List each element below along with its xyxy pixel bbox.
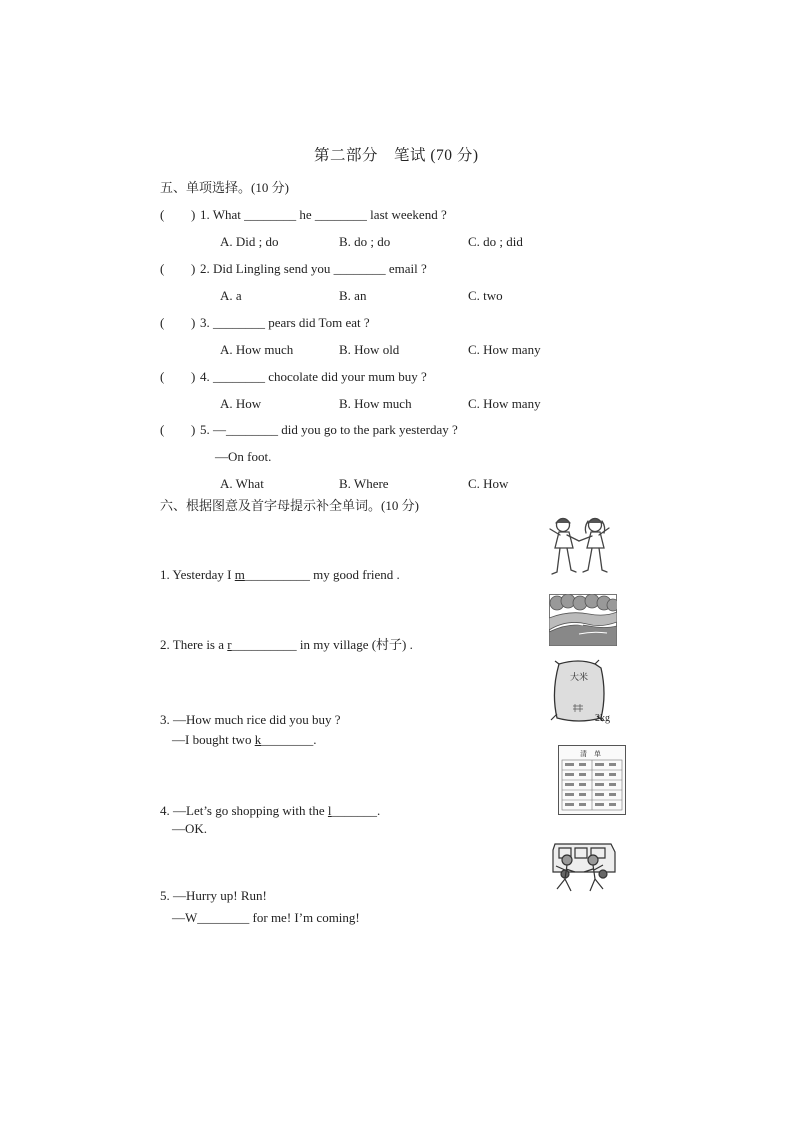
shopping-list-illustration [558,745,626,815]
hint-letter: m [234,567,245,582]
item-line: —OK. [172,821,208,836]
question-reply: —On foot. [215,449,272,464]
option-a[interactable]: A. How much [220,342,294,357]
answer-paren-close: ) [191,261,196,276]
item-text: . [313,732,317,747]
hint-letter: r [227,637,232,652]
option-c[interactable]: C. How many [468,342,541,357]
answer-blank[interactable]: ________ [261,732,314,747]
option-c[interactable]: C. How many [468,396,541,411]
option-c[interactable]: C. two [468,288,503,303]
item-text: 1. Yesterday I [160,567,235,582]
option-b[interactable]: B. How old [339,342,400,357]
option-b[interactable]: B. do ; do [339,234,391,249]
option-a[interactable]: A. Did ; do [220,234,279,249]
item-line [172,910,360,926]
item-line [160,803,380,819]
answer-blank[interactable]: __________ [231,637,297,652]
answer-paren-close: ) [191,369,196,384]
girls-meeting-illustration [545,516,617,580]
answer-paren-open[interactable]: ( [160,422,165,437]
bag-weight: 2kg [595,713,610,724]
question-text: 5. —________ did you go to the park yesterday ? [200,422,458,437]
item-text: 4. —Let’s go shopping with the [160,803,328,818]
item-text: 2. There is a [160,637,228,652]
item-text: . [377,803,381,818]
option-b[interactable]: B. Where [339,476,389,491]
item-text: for me! I’m coming! [249,910,360,925]
river-illustration [549,594,617,646]
section-6-heading: 六、根据图意及首字母提示补全单词。(10 分) [160,498,419,513]
item-text: in my village (村子) . [296,637,413,652]
question-text: 4. ________ chocolate did your mum buy ? [200,369,427,384]
list-title: 清 单 [580,750,601,758]
item-text: my good friend . [309,567,400,582]
item-text: —I bought two [172,732,255,747]
answer-paren-open[interactable]: ( [160,369,165,384]
option-a[interactable]: A. What [220,476,264,491]
answer-blank[interactable]: __________ [244,567,310,582]
answer-paren-open[interactable]: ( [160,261,165,276]
option-b[interactable]: B. How much [339,396,412,411]
bag-label: 大米 [570,673,589,683]
option-c[interactable]: C. How [468,476,509,491]
option-c[interactable]: C. do ; did [468,234,523,249]
fill-item-2 [160,637,413,653]
answer-blank[interactable]: _______ [331,803,378,818]
option-a[interactable]: A. a [220,288,242,303]
answer-paren-close: ) [191,422,196,437]
question-text: 3. ________ pears did Tom eat ? [200,315,370,330]
hint-letter: k [254,732,262,747]
option-b[interactable]: B. an [339,288,367,303]
item-text: —W [172,910,198,925]
answer-paren-open[interactable]: ( [160,207,165,222]
answer-paren-close: ) [191,207,196,222]
rice-bag-illustration [547,658,617,724]
fill-item-1 [160,567,400,583]
option-a[interactable]: A. How [220,396,262,411]
page-title: 第二部分 笔试 (70 分) [314,147,479,164]
question-text: 1. What ________ he ________ last weekend ? [200,207,447,222]
item-line: 5. —Hurry up! Run! [160,888,267,903]
item-line [172,732,316,748]
answer-paren-close: ) [191,315,196,330]
running-bus-illustration [549,836,617,898]
answer-blank[interactable]: ________ [197,910,250,925]
hint-letter: l [327,803,332,818]
question-text: 2. Did Lingling send you ________ email ? [200,261,427,276]
answer-paren-open[interactable]: ( [160,315,165,330]
section-5-heading: 五、单项选择。(10 分) [160,180,289,195]
item-line: 3. —How much rice did you buy ? [160,712,341,727]
